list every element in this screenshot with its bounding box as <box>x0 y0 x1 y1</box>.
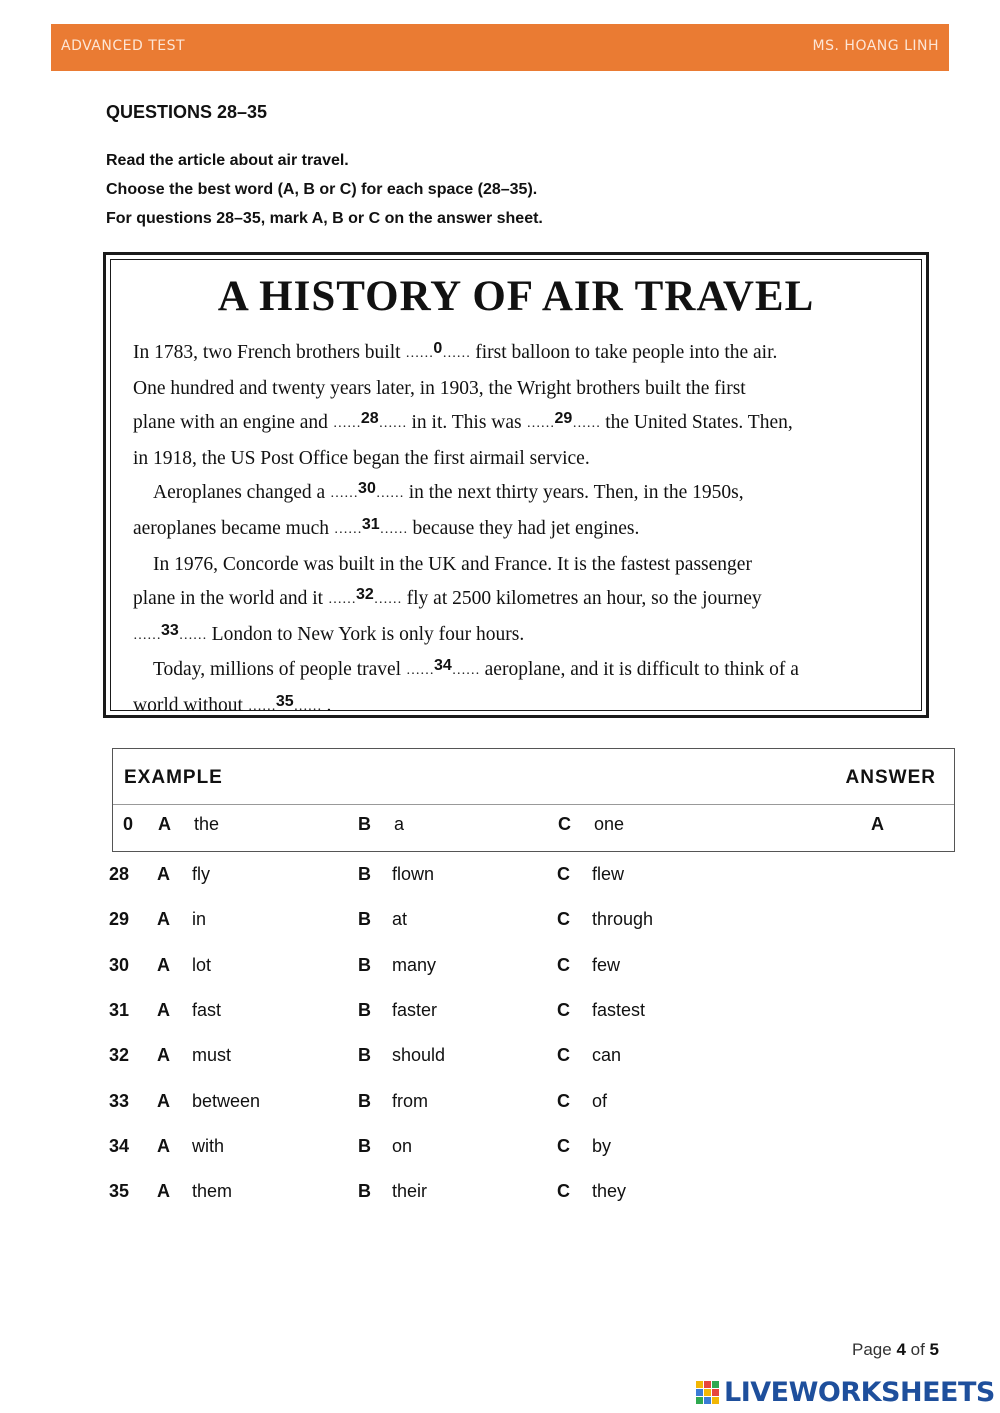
option-letter-b: B <box>358 999 371 1020</box>
article-text-segment: One hundred and twenty years later, in 1903, the Wright brothers built the first <box>133 377 746 399</box>
questions-title: QUESTIONS 28–35 <box>106 102 268 122</box>
gap-number: 28 <box>360 410 379 428</box>
option-letter-a: A <box>157 1135 170 1156</box>
option-a[interactable]: fast <box>192 999 222 1020</box>
article-line <box>133 512 913 548</box>
option-a[interactable]: between <box>192 1090 261 1111</box>
question-row <box>0 955 1000 985</box>
option-letter-a: A <box>157 1045 170 1066</box>
page-prefix: Page <box>852 1340 897 1359</box>
option-letter-a: A <box>157 909 170 930</box>
option-c[interactable]: flew <box>592 864 625 884</box>
article-text-segment: first balloon to take people into the air. <box>470 342 778 363</box>
article-text-segment: in 1918, the US Post Office began the first airmail service. <box>133 447 590 469</box>
option-b[interactable]: faster <box>392 999 438 1020</box>
option-letter-b: B <box>358 1135 371 1156</box>
article-text-segment: in it. This was <box>406 412 527 434</box>
article-line <box>133 618 913 654</box>
article-line <box>133 653 913 689</box>
question-number: 28 <box>109 864 130 884</box>
article-text-segment: world without <box>133 694 248 716</box>
option-c[interactable]: few <box>592 954 621 975</box>
example-option-c: one <box>594 814 625 834</box>
article-line <box>133 476 913 512</box>
option-letter-a: A <box>157 999 170 1020</box>
option-letter-b: B <box>358 1045 371 1066</box>
option-b[interactable]: at <box>392 909 408 930</box>
option-letter-c: C <box>557 1090 570 1111</box>
header-bar <box>51 24 949 71</box>
option-c[interactable]: by <box>592 1135 612 1156</box>
option-letter-c: C <box>557 1045 570 1066</box>
gap-number: 34 <box>433 657 452 675</box>
blank-gap: ……30…… <box>330 480 404 502</box>
option-b[interactable]: on <box>392 1135 413 1156</box>
option-letter-c: C <box>557 1181 570 1202</box>
option-c[interactable]: they <box>592 1181 627 1202</box>
question-row <box>0 909 1000 939</box>
option-a[interactable]: in <box>192 909 207 930</box>
instruction-line: Read the article about air travel. <box>106 152 349 169</box>
option-b[interactable]: from <box>392 1090 428 1111</box>
question-number: 30 <box>109 954 130 975</box>
option-letter-a: A <box>157 954 170 975</box>
gap-number: 35 <box>275 692 294 710</box>
article-text-segment: in the next thirty years. Then, in the 1950s, <box>403 482 744 504</box>
article-text-segment: plane in the world and it <box>133 588 328 610</box>
option-letter-b: B <box>358 864 371 884</box>
article-line <box>133 406 913 442</box>
article-line <box>133 336 913 372</box>
article-text-segment: In 1783, two French brothers built <box>133 342 406 363</box>
example-number: 0 <box>123 814 134 834</box>
option-letter-a: A <box>157 1090 170 1111</box>
article-text <box>133 336 913 725</box>
article-text-segment: plane with an engine and <box>133 412 333 434</box>
blank-gap: ……31…… <box>333 515 408 537</box>
gap-number: 0 <box>433 340 443 357</box>
article-text-segment: London to New York is only four hours. <box>206 623 525 645</box>
question-row <box>0 1181 1000 1211</box>
article-title: A HISTORY OF AIR TRAVEL <box>217 273 815 320</box>
divider <box>113 804 954 805</box>
page-number <box>852 1340 939 1360</box>
option-b[interactable]: many <box>392 954 437 975</box>
option-letter-c: C <box>557 999 570 1020</box>
teacher-name: MS. HOANG LINH <box>812 38 939 54</box>
option-letter-b: B <box>358 1090 371 1111</box>
article-box <box>103 252 929 718</box>
option-letter-a: A <box>157 1181 170 1202</box>
example-option-a: the <box>194 814 220 834</box>
option-a[interactable]: lot <box>192 954 212 975</box>
question-number: 31 <box>109 999 130 1020</box>
option-a[interactable]: must <box>192 1045 232 1066</box>
article-line <box>133 442 913 477</box>
question-row <box>0 864 1000 894</box>
article-text-segment: . <box>321 694 332 716</box>
option-b[interactable]: flown <box>392 864 435 884</box>
article-text-segment: because they had jet engines. <box>407 517 640 539</box>
option-letter-c: C <box>557 954 570 975</box>
question-row <box>0 1091 1000 1121</box>
article-line <box>133 689 913 725</box>
gap-number: 33 <box>161 621 179 639</box>
article-text-segment: Today, millions of people travel <box>153 659 406 681</box>
article-text-segment: aeroplane, and it is difficult to think of a <box>479 659 799 681</box>
option-c[interactable]: fastest <box>592 999 646 1020</box>
article-line <box>133 582 913 618</box>
page-current: 4 <box>896 1340 906 1359</box>
question-row <box>0 1000 1000 1030</box>
option-letter-c: C <box>557 1135 570 1156</box>
question-row <box>0 1136 1000 1166</box>
page-of: of <box>905 1340 930 1359</box>
liveworksheets-logo-icon <box>696 1381 720 1405</box>
option-letter-b: B <box>358 909 371 930</box>
option-c[interactable]: can <box>592 1045 622 1066</box>
instructions <box>106 146 543 233</box>
option-a[interactable]: with <box>192 1135 225 1156</box>
blank-gap: ……0…… <box>405 340 471 361</box>
blank-gap: ……32…… <box>327 586 402 608</box>
option-c[interactable]: of <box>592 1090 608 1111</box>
page-total: 5 <box>929 1340 939 1359</box>
logo-text: LIVEWORKSHEETS <box>724 1377 995 1408</box>
option-letter-a: A <box>157 864 170 884</box>
option-c[interactable]: through <box>592 909 654 930</box>
gap-number: 30 <box>358 480 376 498</box>
blank-gap: ……28…… <box>332 410 407 432</box>
example-row <box>0 814 1000 844</box>
option-a[interactable]: fly <box>192 864 210 884</box>
answer-label: ANSWER <box>845 767 936 788</box>
article-line <box>133 372 913 407</box>
article-text-segment: aeroplanes became much <box>133 517 334 539</box>
gap-number: 32 <box>355 586 374 604</box>
article-text-segment: the United States. Then, <box>600 412 793 434</box>
option-letter-a: A <box>158 814 171 834</box>
blank-gap: ……34…… <box>405 657 480 679</box>
gap-number: 31 <box>361 515 380 533</box>
question-number: 35 <box>109 1181 130 1202</box>
option-b[interactable]: should <box>392 1045 446 1066</box>
article-line <box>133 548 913 583</box>
blank-gap: ……29…… <box>526 410 601 432</box>
question-number: 29 <box>109 909 130 930</box>
option-letter-b: B <box>358 954 371 975</box>
example-option-b: a <box>394 814 405 834</box>
question-number: 32 <box>109 1045 130 1066</box>
test-label: ADVANCED TEST <box>61 38 186 54</box>
option-a[interactable]: them <box>192 1181 233 1202</box>
blank-gap: ……35…… <box>247 692 322 714</box>
option-letter-c: C <box>557 909 570 930</box>
question-number: 34 <box>109 1135 130 1156</box>
option-b[interactable]: their <box>392 1181 428 1202</box>
option-letter-b: B <box>358 814 371 834</box>
option-letter-c: C <box>558 814 571 834</box>
article-text-segment: fly at 2500 kilometres an hour, so the journey <box>401 588 762 610</box>
blank-gap: ……33…… <box>133 621 207 643</box>
article-inner-frame <box>110 259 922 716</box>
article-text-segment: In 1976, Concorde was built in the UK and France. It is the fastest passenger <box>153 553 752 575</box>
question-number: 33 <box>109 1090 130 1111</box>
example-answer: A <box>871 814 884 834</box>
option-letter-b: B <box>358 1181 371 1202</box>
question-row <box>0 1045 1000 1075</box>
example-label: EXAMPLE <box>124 767 223 788</box>
instruction-line: For questions 28–35, mark A, B or C on the answer sheet. <box>106 210 543 227</box>
article-text-segment: Aeroplanes changed a <box>153 482 331 504</box>
gap-number: 29 <box>554 410 573 428</box>
instruction-line: Choose the best word (A, B or C) for each space (28–35). <box>106 181 538 198</box>
option-letter-c: C <box>557 864 570 884</box>
